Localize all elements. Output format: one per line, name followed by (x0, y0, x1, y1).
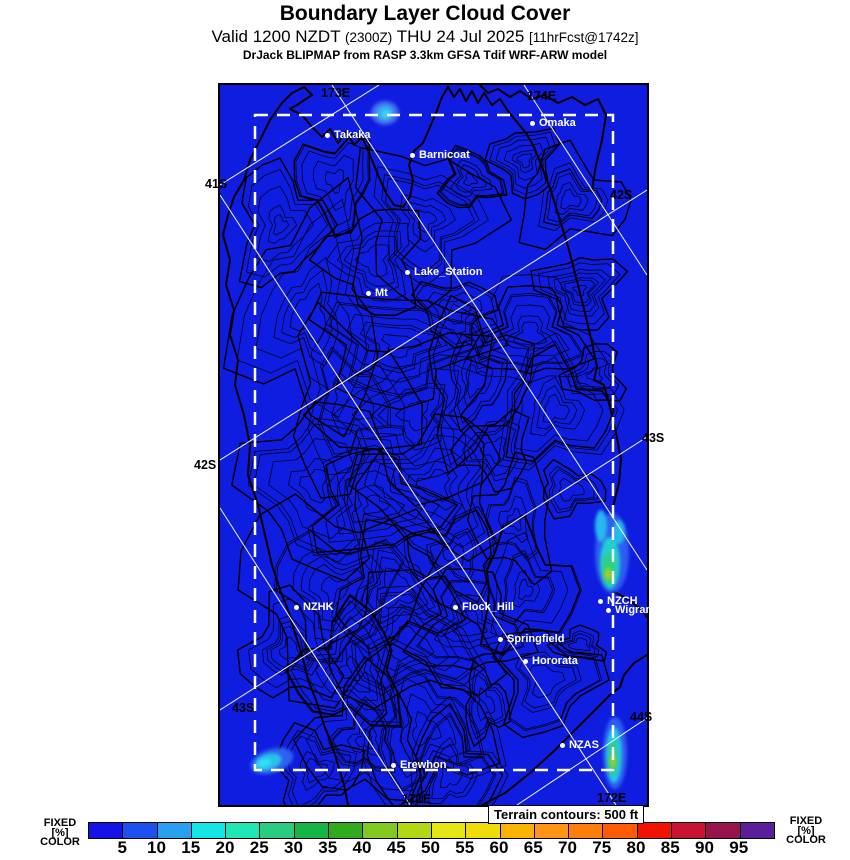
colorbar-caption-line: [%] (797, 824, 815, 837)
site-dot (453, 605, 458, 610)
colorbar-segment (89, 823, 123, 838)
site-dot (391, 763, 396, 768)
colorbar-tick-55: 55 (455, 838, 475, 857)
model-line: DrJack BLIPMAP from RASP 3.3km GFSA Tdif WRF-ARW model (242, 48, 608, 62)
colorbar-tick-75: 75 (592, 838, 612, 857)
page-title: Boundary Layer Cloud Cover (279, 2, 571, 25)
site-dot (560, 743, 565, 748)
site-dot (606, 608, 611, 613)
grid-label-42s: 42S (194, 458, 217, 472)
colorbar-segment (672, 823, 706, 838)
colorbar-segment (535, 823, 569, 838)
site-dot (294, 605, 299, 610)
valid-date: THU 24 Jul 2025 (396, 27, 525, 46)
colorbar-segment (329, 823, 363, 838)
colorbar-tick-85: 85 (660, 838, 680, 857)
grid-label-43s: 43S (232, 701, 255, 715)
colorbar-segment (432, 823, 466, 838)
site-dot (598, 599, 603, 604)
colorbar-right-caption (778, 817, 834, 846)
valid-time-line (0, 26, 850, 48)
site-name: Barnicoat (419, 149, 470, 161)
site-label-hororata (523, 655, 578, 667)
site-name: Omaka (539, 117, 576, 129)
colorbar-tick-30: 30 (284, 838, 303, 857)
site-name: NZAS (569, 739, 599, 751)
colorbar-tick-70: 70 (558, 838, 577, 857)
site-label-nzhk (294, 601, 334, 613)
site-dot (405, 270, 410, 275)
site-name: NZHK (303, 601, 334, 613)
colorbar-tick-5: 5 (117, 838, 127, 857)
site-name: Springfield (507, 633, 565, 645)
site-label-erewhon (391, 759, 446, 771)
colorbar-tick-20: 20 (215, 838, 235, 857)
colorbar-segment (192, 823, 226, 838)
colorbar-segment (158, 823, 192, 838)
grid-label-44s: 44S (630, 710, 653, 724)
colorbar-segment (741, 823, 774, 838)
colorbar-segment (706, 823, 740, 838)
site-dot (325, 133, 330, 138)
colorbar-segment (501, 823, 535, 838)
site-name: NZCH (607, 595, 638, 607)
colorbar-segment (260, 823, 294, 838)
colorbar-segment (123, 823, 157, 838)
site-dot (410, 153, 415, 158)
colorbar-caption-line: [%] (51, 826, 69, 839)
site-label-nzas (560, 739, 599, 751)
grid-label-41s: 41S (205, 177, 228, 191)
colorbar-tick-80: 80 (626, 838, 646, 857)
colorbar-tick-25: 25 (249, 838, 269, 857)
site-label-flock_hill (453, 601, 514, 613)
colorbar-tick-40: 40 (352, 838, 372, 857)
terrain-contours-note: Terrain contours: 500 ft (488, 805, 644, 824)
site-label-mt (366, 287, 388, 299)
colorbar-tick-95: 95 (729, 838, 749, 857)
site-label-lake_station (405, 266, 482, 278)
colorbar-left-caption (33, 819, 87, 848)
colorbar-segment (226, 823, 260, 838)
grid-label-171e: 171E (402, 792, 432, 806)
colorbar-tick-45: 45 (386, 838, 406, 857)
cloud-cover-colorbar (88, 822, 775, 839)
site-name: Hororata (532, 655, 578, 667)
site-name: Erewhon (400, 759, 447, 771)
site-label-springfield (498, 633, 564, 645)
colorbar-tick-35: 35 (318, 838, 338, 857)
valid-fcst: [11hrFcst@1742z] (529, 30, 639, 45)
site-name: Takaka (334, 129, 371, 141)
colorbar-segment (569, 823, 603, 838)
colorbar-tick-50: 50 (421, 838, 440, 857)
colorbar-tick-15: 15 (181, 838, 201, 857)
valid-zulu: (2300Z) (345, 30, 393, 45)
site-dot (523, 659, 528, 664)
colorbar-tick-10: 10 (147, 838, 166, 857)
colorbar-tick-65: 65 (523, 838, 543, 857)
colorbar-tick-90: 90 (695, 838, 714, 857)
colorbar-tick-60: 60 (489, 838, 509, 857)
site-name: Lake_Station (414, 266, 483, 278)
site-dot (498, 637, 503, 642)
header (0, 0, 850, 63)
colorbar-caption-line: COLOR (40, 836, 80, 848)
colorbar-segment (363, 823, 397, 838)
site-label-omaka (530, 117, 576, 129)
site-name: Flock_Hill (462, 601, 514, 613)
colorbar-caption-line: FIXED (43, 817, 77, 829)
colorbar-caption-line: COLOR (786, 834, 826, 846)
colorbar-caption-line: FIXED (789, 815, 823, 827)
colorbar-segment (295, 823, 329, 838)
grid-label-43s: 43S (642, 431, 665, 445)
site-name: Mt (375, 287, 388, 299)
grid-label-173e: 173E (321, 86, 351, 100)
colorbar-segment (398, 823, 432, 838)
site-dot (530, 121, 535, 126)
valid-main: Valid 1200 NZDT (211, 27, 341, 46)
site-name: Wigram (615, 604, 656, 616)
colorbar-segment (603, 823, 637, 838)
grid-label-42s: 42S (610, 188, 633, 202)
site-label-barnicoat (410, 149, 470, 161)
map-canvas (220, 85, 647, 805)
site-label-wigram (606, 604, 655, 616)
site-dot (366, 291, 371, 296)
colorbar-segment (466, 823, 500, 838)
site-label-takaka (325, 129, 371, 141)
grid-label-172e: 172E (597, 791, 627, 805)
grid-label-174e: 174E (527, 89, 557, 103)
colorbar-segment (638, 823, 672, 838)
